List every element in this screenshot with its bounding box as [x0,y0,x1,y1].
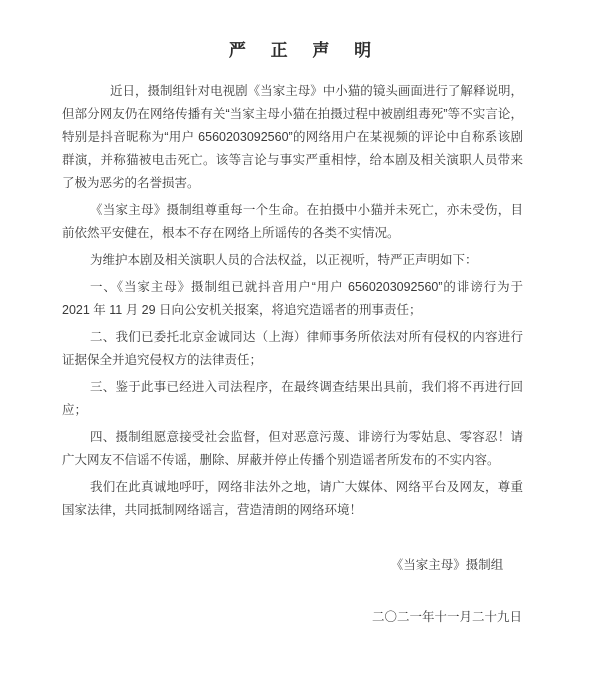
paragraph-closing-appeal: 我们在此真诚地呼吁，网络非法外之地，请广大媒体、网络平台及网友，尊重国家法律，共同抵制网络谣言，营造清朗的网络环境！ [62,480,523,517]
signature-block [294,554,600,629]
paragraph-cat-status: 《当家主母》摄制组尊重每一个生命。在拍摄中小猫并未死亡，亦未受伤，目前依然平安健在，根本不存在网络上所谣传的各类不实情况。 [62,203,523,240]
statement-item-3: 三、鉴于此事已经进入司法程序，在最终调查结果出具前，我们将不再进行回应； [62,380,523,417]
statement-title: 严 正 声 明 [228,41,382,60]
statement-body [0,80,600,522]
paragraph-declaration-lead: 为维护本剧及相关演职人员的合法权益，以正视听，特严正声明如下： [90,253,478,267]
paragraph-intro: 近日，摄制组针对电视剧《当家主母》中小猫的镜头画面进行了解释说明，但部分网友仍在网络传播有关“当家主母小猫在拍摄过程中被剧组毒死”等不实言论，特别是抖音昵称为“用户 6560203092560”的网络用户在某视频的评论中自称系该剧群演，并称猫被电击死亡。该等言论与事实严重相悖，给本剧及相关演职人员带来了极为恶劣的名誉损害。 [62,84,523,190]
signature: 《当家主母》摄制组 [390,558,504,572]
statement-item-4: 四、摄制组愿意接受社会监督，但对恶意污蔑、诽谤行为零姑息、零容忍！请广大网友不信谣不传谣，删除、屏蔽并停止传播个别造谣者所发布的不实内容。 [62,430,523,467]
statement-item-1: 一、《当家主母》摄制组已就抖音用户“用户 6560203092560”的诽谤行为于 2021 年 11 月 29 日向公安机关报案，将追究造谣者的刑事责任； [62,280,523,317]
statement-item-2: 二、我们已委托北京金诚同达（上海）律师事务所依法对所有侵权的内容进行证据保全并追究侵权方的法律责任； [62,330,523,367]
statement-date: 二〇二一年十一月二十九日 [371,610,522,624]
